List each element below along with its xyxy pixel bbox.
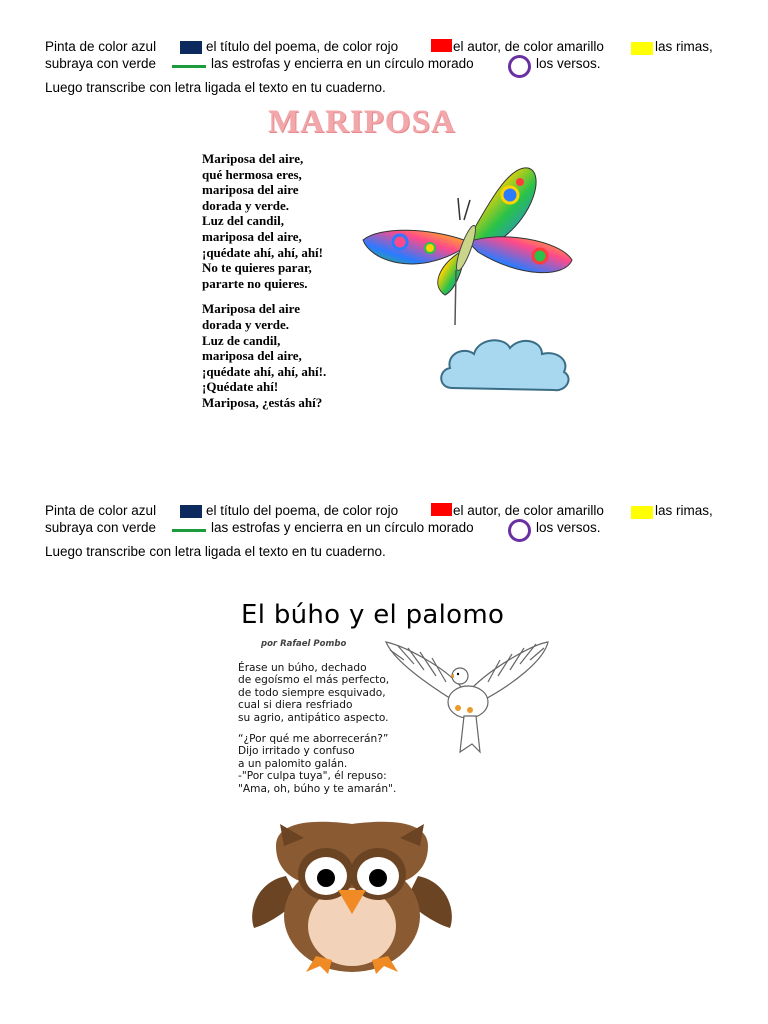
yellow-swatch — [631, 506, 653, 519]
poem2-body — [238, 662, 396, 795]
owl-icon — [246, 816, 458, 974]
poem2-line: de egoísmo el más perfecto, — [238, 674, 390, 687]
instr-estrofas: las estrofas y encierra en un círculo morado — [211, 55, 474, 71]
instr-autor: el autor, de color amarillo — [453, 503, 604, 518]
instr-pinta: Pinta de color azul — [45, 39, 157, 54]
instr-pinta: Pinta de color azul — [45, 503, 157, 518]
poem1-line: No te quieres parar, — [202, 260, 312, 276]
red-swatch — [431, 39, 452, 52]
instr-rimas: las rimas, — [655, 39, 713, 54]
poem1-line: Mariposa, ¿estás ahí? — [202, 394, 323, 410]
poem1-line: dorada y verde. — [202, 197, 290, 213]
poem2-line: -"Por culpa tuya", él repuso: — [238, 770, 387, 783]
purple-circle-icon — [508, 55, 531, 78]
poem2-line: “¿Por qué me aborrecerán?” — [238, 733, 389, 746]
blue-swatch — [180, 505, 202, 518]
instr-luego: Luego transcribe con letra ligada el texto en tu cuaderno. — [45, 544, 386, 559]
instructions-block-2 — [45, 503, 735, 536]
instr-subraya: subraya con verde — [45, 55, 157, 71]
instr-rimas: las rimas, — [655, 503, 713, 518]
instr-subraya: subraya con verde — [45, 519, 157, 535]
instr-versos: los versos. — [536, 55, 601, 71]
poem2-title: El búho y el palomo — [241, 600, 505, 630]
purple-circle-icon — [508, 519, 531, 542]
poem1-line: pararte no quieres. — [202, 275, 308, 291]
poem2-author: por Rafael Pombo — [261, 639, 347, 649]
green-line — [172, 529, 206, 532]
poem1-line: dorada y verde. — [202, 316, 290, 332]
poem2-line: a un palomito galán. — [238, 757, 348, 770]
poem2-line: Dijo irritado y confuso — [238, 745, 355, 758]
instructions-block-1 — [45, 39, 735, 72]
green-line — [172, 65, 206, 68]
poem1-line: mariposa del aire — [202, 182, 299, 198]
poem1-line: Mariposa del aire — [202, 301, 300, 317]
yellow-swatch — [631, 42, 653, 55]
instr-titulo: el título del poema, de color rojo — [206, 503, 399, 518]
poem1-line: Luz de candil, — [202, 332, 281, 348]
poem1-line: qué hermosa eres, — [202, 166, 302, 182]
poem1-line: ¡Quédate ahí! — [202, 379, 279, 395]
poem1-line: mariposa del aire, — [202, 348, 302, 364]
poem1-line: Mariposa del aire, — [202, 151, 304, 166]
blue-swatch — [180, 41, 202, 54]
poem2-line: Érase un búho, dechado — [238, 662, 367, 674]
instr-estrofas: las estrofas y encierra en un círculo morado — [211, 519, 474, 535]
cloud-icon — [438, 332, 574, 396]
poem1-line: mariposa del aire, — [202, 228, 302, 244]
poem2-line: cual si diera resfriado — [238, 699, 353, 712]
poem1-title: MARIPOSA — [268, 104, 456, 140]
poem2-line: "Ama, oh, búho y te amarán". — [238, 782, 397, 795]
red-swatch — [431, 503, 452, 516]
dove-icon — [384, 636, 550, 756]
poem1-line: Luz del candil, — [202, 213, 284, 229]
instr-autor: el autor, de color amarillo — [453, 39, 604, 54]
poem1-body — [202, 151, 326, 411]
poem2-line: su agrio, antipático aspecto. — [238, 711, 389, 724]
butterfly-icon — [360, 160, 575, 330]
poem1-line: ¡quédate ahí, ahí, ahí!. — [202, 363, 327, 379]
poem2-line: de todo siempre esquivado, — [238, 686, 386, 699]
instr-titulo: el título del poema, de color rojo — [206, 39, 399, 54]
instr-versos: los versos. — [536, 519, 601, 535]
poem1-line: ¡quédate ahí, ahí, ahí! — [202, 244, 323, 260]
instr-luego: Luego transcribe con letra ligada el texto en tu cuaderno. — [45, 80, 386, 95]
